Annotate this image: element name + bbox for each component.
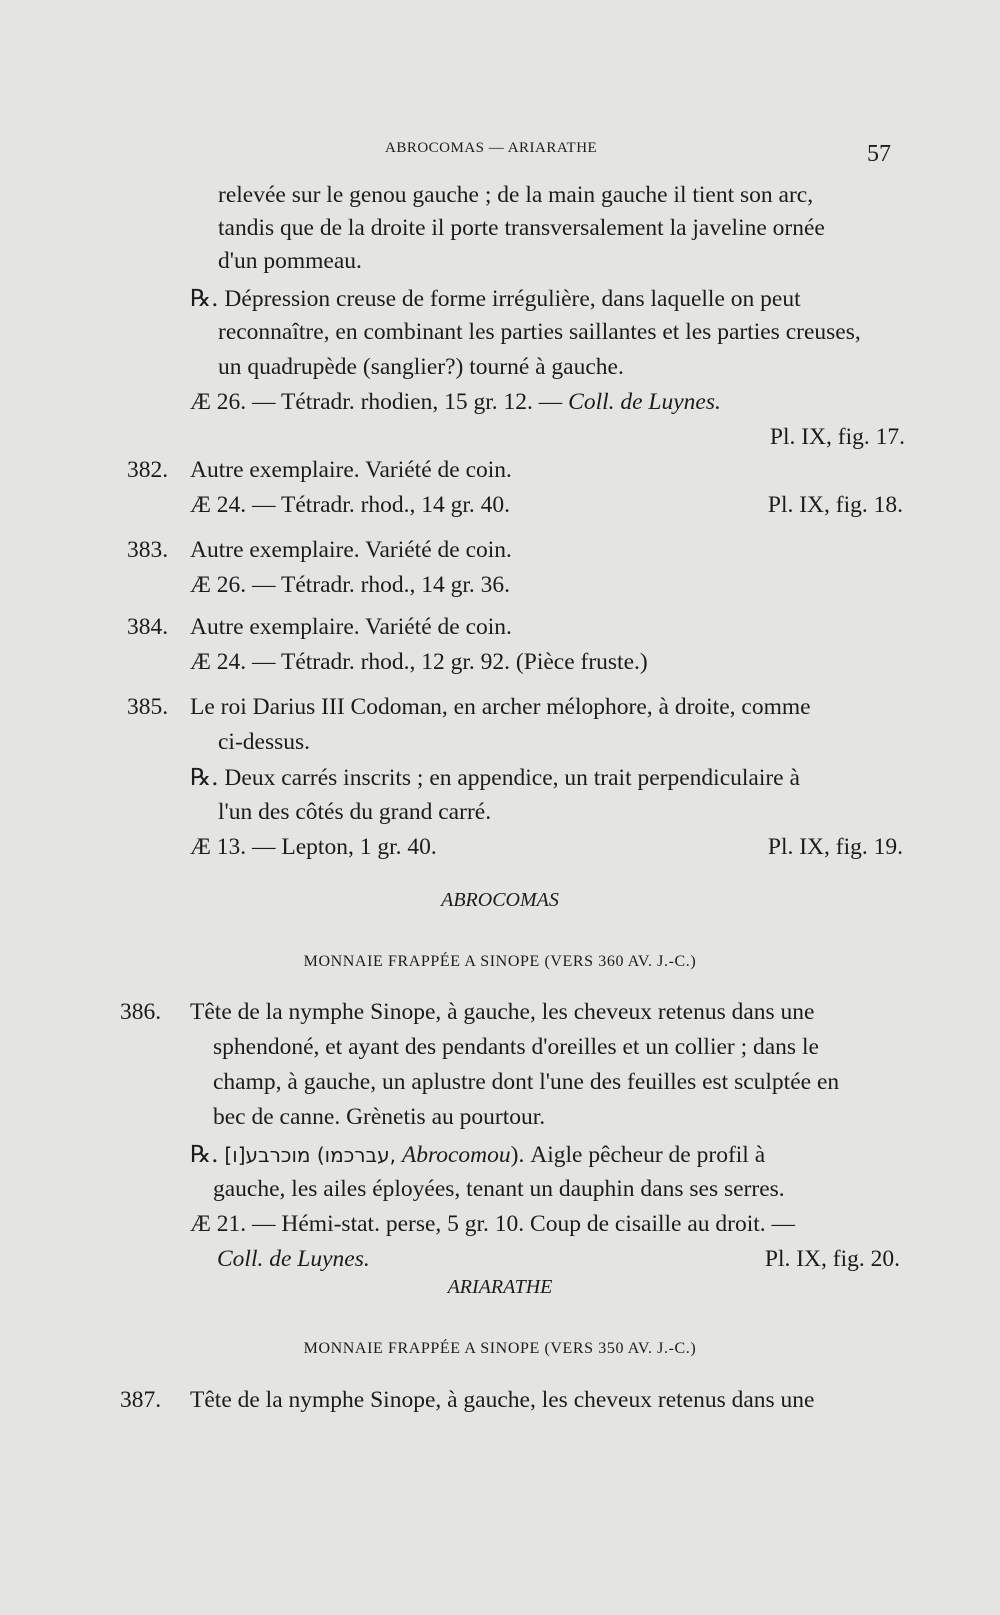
coin-metadata: Æ 24. — Tétradr. rhod., 14 gr. 40.: [190, 492, 511, 518]
entry-number: 387.: [120, 1387, 162, 1413]
text-line: reconnaître, en combinant les parties saillantes et les parties creuses,: [218, 319, 861, 345]
text-line: Autre exemplaire. Variété de coin.: [190, 457, 512, 483]
collection-name: Coll. de Luynes.: [568, 389, 721, 415]
reverse-symbol: ℞.: [190, 1140, 219, 1168]
page-number: 57: [867, 141, 891, 167]
reverse-description: [190, 1139, 765, 1170]
hebrew-legend: [ו]מוכרבע (עברכמו,: [224, 1143, 396, 1167]
text-line: champ, à gauche, un aplustre dont l'une des feuilles est sculptée en: [213, 1069, 840, 1095]
entry-number: 385.: [127, 694, 169, 720]
reverse-description: [190, 762, 800, 793]
text-line: Tête de la nymphe Sinope, à gauche, les cheveux retenus dans une: [190, 1387, 815, 1413]
text-line: ). Aigle pêcheur de profil à: [510, 1142, 766, 1168]
section-subtitle: MONNAIE FRAPPÉE A SINOPE (VERS 360 AV. J.-C.): [303, 953, 697, 970]
section-subtitle: MONNAIE FRAPPÉE A SINOPE (VERS 350 AV. J.-C.): [303, 1340, 697, 1357]
coin-metadata: Æ 24. — Tétradr. rhod., 12 gr. 92. (Pièce fruste.): [190, 649, 648, 675]
coin-metadata: [190, 387, 721, 417]
plate-reference: Pl. IX, fig. 17.: [769, 424, 905, 450]
coin-metadata: Æ 21. — Hémi-stat. perse, 5 gr. 10. Coup de cisaille au droit. —: [190, 1211, 796, 1237]
plate-reference: Pl. IX, fig. 20.: [764, 1246, 900, 1272]
text-line: relevée sur le genou gauche ; de la main gauche il tient son arc,: [218, 182, 814, 208]
section-title: ABROCOMAS: [441, 889, 559, 911]
plate-reference: Pl. IX, fig. 19.: [767, 834, 903, 860]
text-line: tandis que de la droite il porte transversalement la javeline ornée: [218, 215, 825, 241]
text-line: l'un des côtés du grand carré.: [218, 799, 492, 825]
text-line: Dépression creuse de forme irrégulière, dans laquelle on peut: [224, 286, 801, 312]
coin-metadata: Æ 26. — Tétradr. rhod., 14 gr. 36.: [190, 572, 511, 598]
text-line: ci-dessus.: [218, 729, 311, 755]
entry-number: 383.: [127, 537, 169, 563]
text-line: Deux carrés inscrits ; en appendice, un trait perpendiculaire à: [224, 765, 800, 791]
entry-number: 386.: [120, 999, 162, 1025]
section-title: ARIARATHE: [447, 1276, 553, 1298]
text-line: Autre exemplaire. Variété de coin.: [190, 614, 512, 640]
text-line: Tête de la nymphe Sinope, à gauche, les cheveux retenus dans une: [190, 999, 815, 1025]
legend-transliteration: Abrocomou: [401, 1142, 511, 1168]
text-line: gauche, les ailes éployées, tenant un dauphin dans ses serres.: [213, 1176, 785, 1202]
text-line: Le roi Darius III Codoman, en archer mélophore, à droite, comme: [190, 694, 811, 720]
reverse-symbol: ℞.: [190, 763, 219, 791]
text-line: d'un pommeau.: [218, 248, 362, 274]
collection-name: Coll. de Luynes.: [217, 1246, 370, 1272]
entry-number: 384.: [127, 614, 169, 640]
metadata-text: Æ 26. — Tétradr. rhodien, 15 gr. 12. —: [190, 389, 563, 415]
text-line: Autre exemplaire. Variété de coin.: [190, 537, 512, 563]
text-line: bec de canne. Grènetis au pourtour.: [213, 1104, 546, 1130]
reverse-symbol: ℞.: [190, 284, 219, 312]
text-line: un quadrupède (sanglier?) tourné à gauche.: [218, 354, 624, 380]
running-title: ABROCOMAS — ARIARATHE: [385, 140, 598, 156]
text-line: sphendoné, et ayant des pendants d'oreilles et un collier ; dans le: [213, 1034, 819, 1060]
entry-number: 382.: [127, 457, 169, 483]
reverse-description: [190, 283, 801, 314]
plate-reference: Pl. IX, fig. 18.: [767, 492, 903, 518]
coin-metadata: Æ 13. — Lepton, 1 gr. 40.: [190, 834, 437, 860]
